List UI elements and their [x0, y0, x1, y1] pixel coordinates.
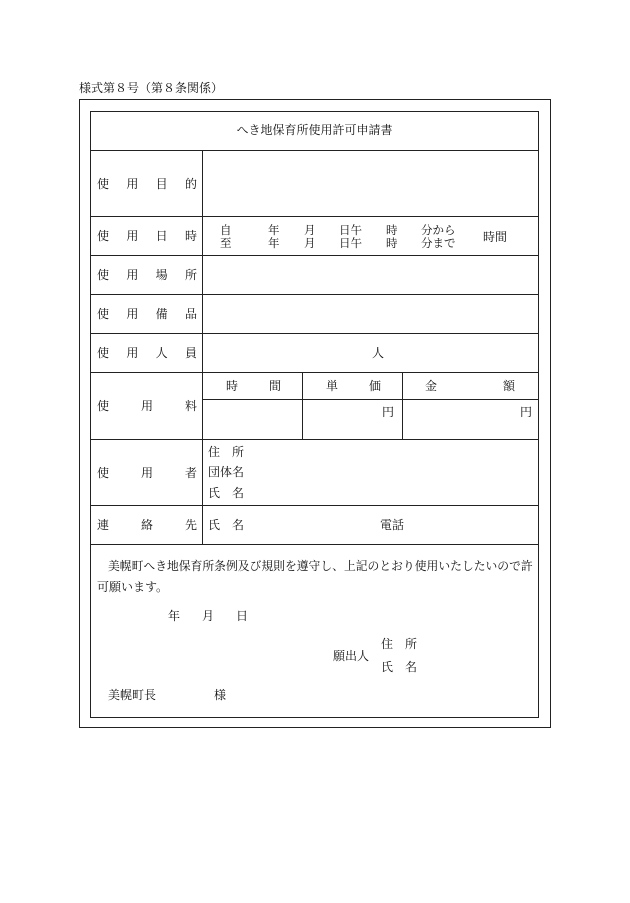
label-user: 使 用 者: [97, 466, 197, 480]
datetime-to-minute: 分まで: [421, 236, 456, 250]
inner-frame: [90, 111, 539, 718]
row-divider: [90, 372, 539, 373]
datetime-from-year: 年: [268, 223, 280, 237]
label-purpose: 使 用 目 的: [97, 177, 197, 191]
fee-header-amount: 金 額: [425, 379, 515, 393]
date-month: 月: [202, 609, 215, 623]
datetime-to-year: 年: [268, 236, 280, 250]
applicant-label: 願出人: [333, 649, 370, 663]
datetime-to-day-ampm: 日午: [339, 236, 362, 250]
addressee: 美幌町長: [108, 688, 157, 702]
row-divider: [90, 150, 539, 151]
applicant-name-label: 氏 名: [381, 660, 418, 674]
fee-unit-price-yen: 円: [382, 405, 395, 419]
declaration-line2: 可願います。: [97, 580, 169, 594]
label-fee: 使 用 料: [97, 399, 197, 413]
datetime-from-hour: 時: [386, 223, 398, 237]
fee-column-divider: [302, 372, 303, 439]
form-title: へき地保育所使用許可申請書: [236, 123, 393, 137]
fee-header-time: 時 間: [226, 379, 281, 393]
row-divider: [90, 294, 539, 295]
row-divider: [90, 255, 539, 256]
row-divider: [90, 544, 539, 545]
label-place: 使 用 場 所: [97, 268, 197, 282]
applicant-address-label: 住 所: [381, 637, 418, 651]
datetime-from-minute: 分から: [421, 223, 456, 237]
label-equipment: 使 用 備 品: [97, 307, 197, 321]
form-number: 様式第８号（第８条関係）: [79, 81, 224, 95]
label-people: 使 用 人 員: [97, 346, 197, 360]
people-unit: 人: [372, 346, 385, 360]
contact-phone-label: 電話: [380, 518, 405, 532]
label-column-divider: [202, 150, 203, 544]
fee-amount-yen: 円: [520, 405, 533, 419]
fee-column-divider: [402, 372, 403, 439]
row-divider: [90, 216, 539, 217]
fee-header-divider: [202, 399, 539, 400]
datetime-to-month: 月: [304, 236, 316, 250]
row-divider: [90, 333, 539, 334]
datetime-hours-unit: 時間: [483, 230, 508, 244]
datetime-from-month: 月: [304, 223, 316, 237]
contact-name-label: 氏 名: [208, 518, 245, 532]
label-datetime: 使 用 日 時: [97, 229, 197, 243]
datetime-from: 自: [220, 223, 232, 237]
datetime-to: 至: [220, 236, 232, 250]
user-group-name-label: 団体名: [208, 465, 245, 479]
date-day: 日: [236, 609, 249, 623]
row-divider: [90, 505, 539, 506]
declaration-line1: 美幌町へき地保育所条例及び規則を遵守し、上記のとおり使用いたしたいので許: [108, 559, 533, 573]
user-address-label: 住 所: [208, 445, 245, 459]
row-divider: [90, 439, 539, 440]
date-year: 年: [168, 609, 181, 623]
addressee-honorific: 様: [214, 688, 227, 702]
user-name-label: 氏 名: [208, 486, 245, 500]
fee-header-unit-price: 単 価: [326, 379, 381, 393]
datetime-to-hour: 時: [386, 236, 398, 250]
label-contact: 連 絡 先: [97, 518, 197, 532]
datetime-from-day-ampm: 日午: [339, 223, 362, 237]
